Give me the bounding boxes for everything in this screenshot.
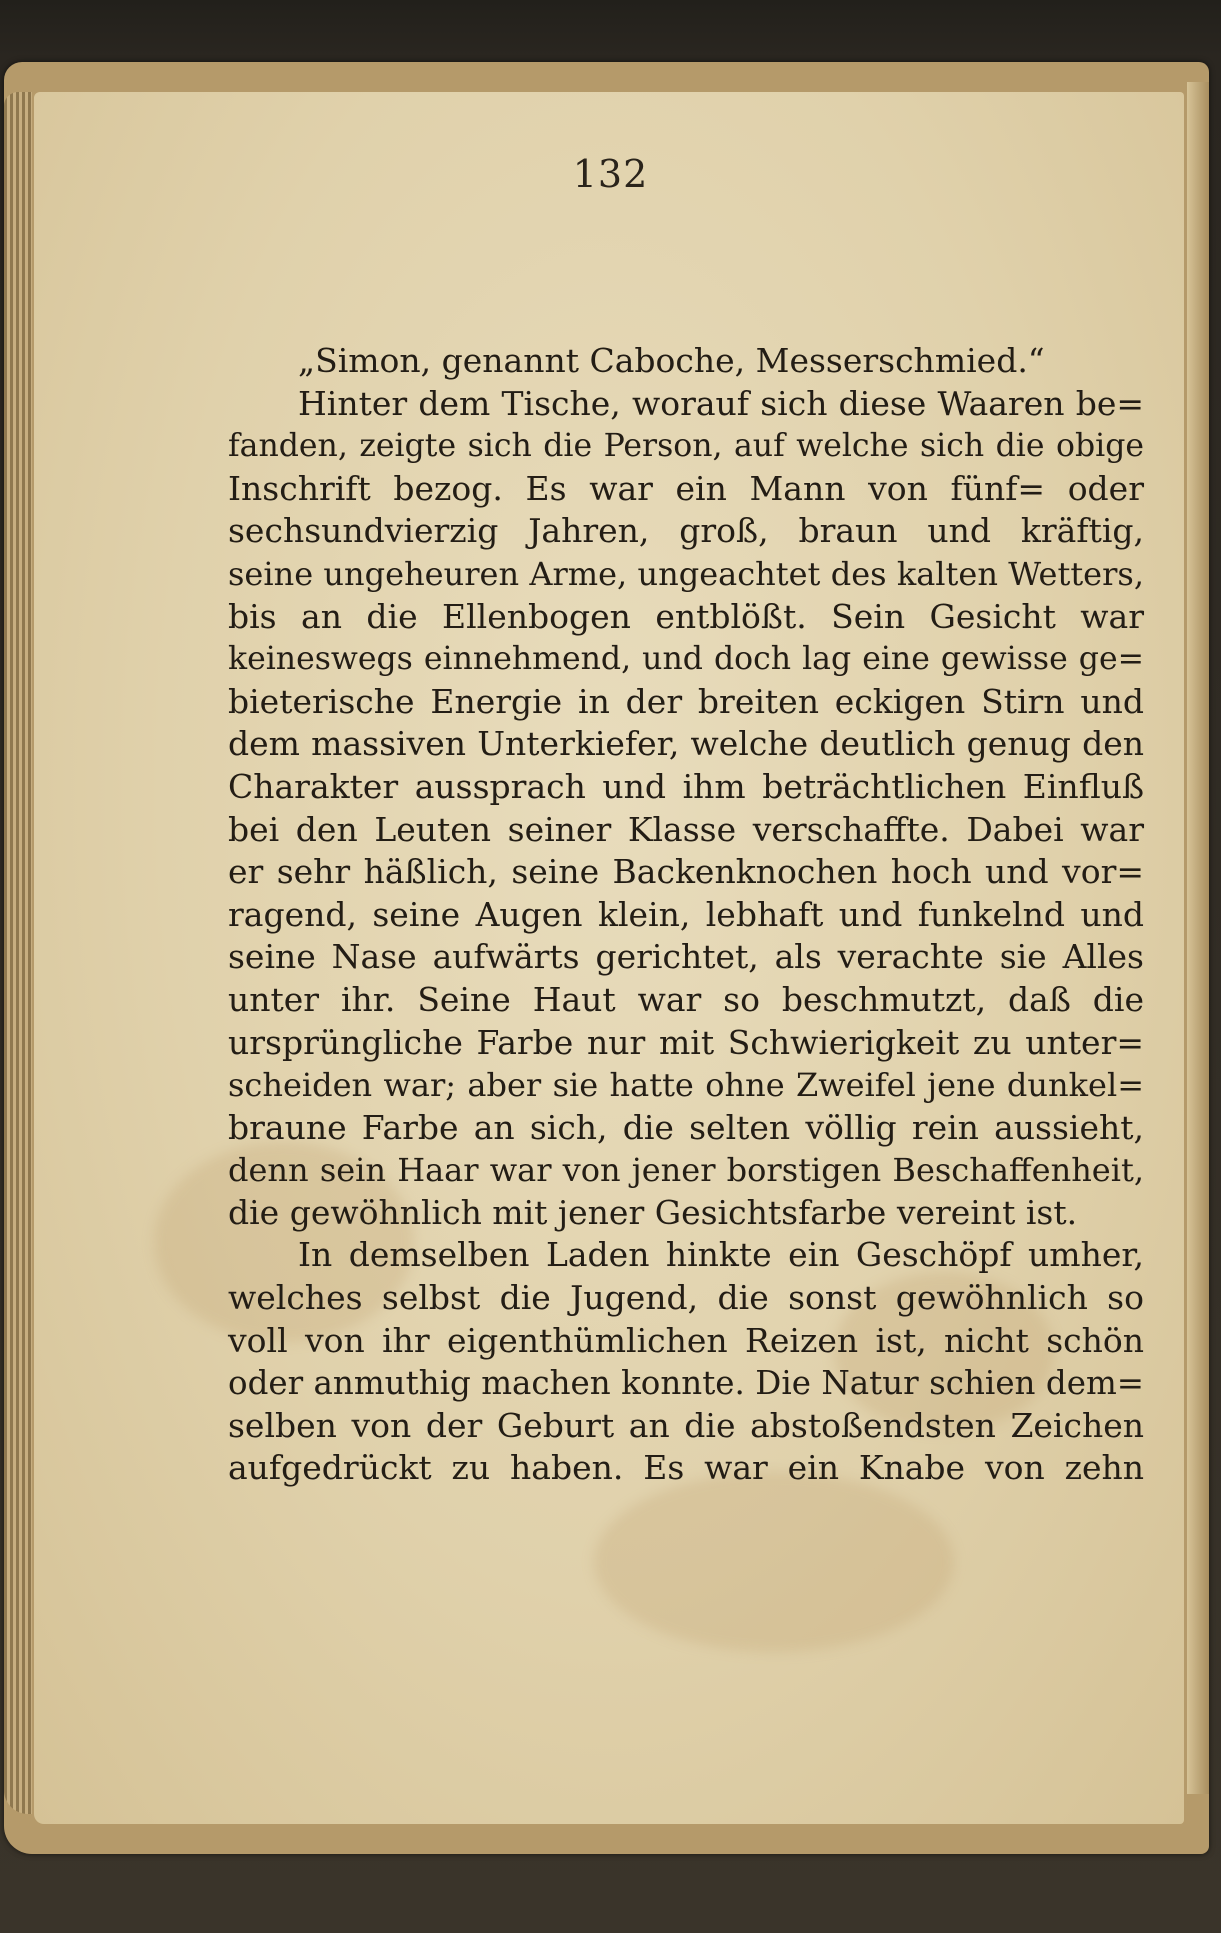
page-number: 132 (572, 152, 649, 196)
paper-stain (594, 1472, 954, 1652)
text-line: seine ungeheuren Arme, ungeachtet des kalten Wetters, (228, 554, 1144, 593)
text-line: braune Farbe an sich, die selten völlig rein aussieht, (228, 1107, 1144, 1147)
text-line: sechsundvierzig Jahren, groß, braun und kräftig, (228, 511, 1144, 551)
text-line: die gewöhnlich mit jener Gesichtsfarbe vereint ist. (228, 1192, 1078, 1232)
text-line: bis an die Ellenbogen entblößt. Sein Gesicht war (228, 596, 1144, 636)
text-line: seine Nase aufwärts gerichtet, als verachte sie Alles (228, 937, 1144, 977)
text-line: Inschrift bezog. Es war ein Mann von fünf= oder (228, 468, 1144, 508)
text-line: unter ihr. Seine Haut war so beschmutzt, daß die (228, 979, 1144, 1019)
text-line: aufgedrückt zu haben. Es war ein Knabe von zehn (228, 1448, 1144, 1488)
text-line: scheiden war; aber sie hatte ohne Zweifel jene dunkel= (228, 1066, 1144, 1105)
text-line: ragend, seine Augen klein, lebhaft und funkelnd und (228, 894, 1144, 934)
text-line: keineswegs einnehmend, und doch lag eine gewisse ge= (228, 641, 1144, 678)
text-line: ursprüngliche Farbe nur mit Schwierigkeit zu unter= (228, 1022, 1144, 1062)
page-edges-right (1187, 82, 1209, 1794)
text-line: er sehr häßlich, seine Backenknochen hoch und vor= (228, 852, 1144, 892)
text-line: Charakter aussprach und ihm beträchtlichen Einfluß (228, 766, 1144, 806)
text-line: In demselben Laden hinkte ein Geschöpf umher, (298, 1235, 1144, 1275)
text-line: dem massiven Unterkiefer, welche deutlich genug den (228, 724, 1144, 764)
text-line: bei den Leuten seiner Klasse verschaffte. Dabei war (228, 809, 1144, 849)
text-line: oder anmuthig machen konnte. Die Natur schien dem= (228, 1364, 1144, 1403)
text-line: „Simon, genannt Caboche, Messerschmied.“ (298, 341, 1045, 380)
body-text (228, 340, 1144, 1490)
text-line: Hinter dem Tische, worauf sich diese Waaren be= (298, 383, 1144, 423)
text-line: denn sein Haar war von jener borstigen Beschaffenheit, (228, 1151, 1144, 1190)
text-line: welches selbst die Jugend, die sonst gewöhnlich so (228, 1278, 1144, 1318)
page-edges-left (4, 92, 32, 1814)
text-line: fanden, zeigte sich die Person, auf welche sich die obige (228, 428, 1144, 465)
text-line: bieterische Energie in der breiten eckigen Stirn und (228, 681, 1144, 721)
text-line: voll von ihr eigenthümlichen Reizen ist, nicht schön (228, 1320, 1144, 1360)
text-line: selben von der Geburt an die abstoßendsten Zeichen (228, 1405, 1144, 1445)
